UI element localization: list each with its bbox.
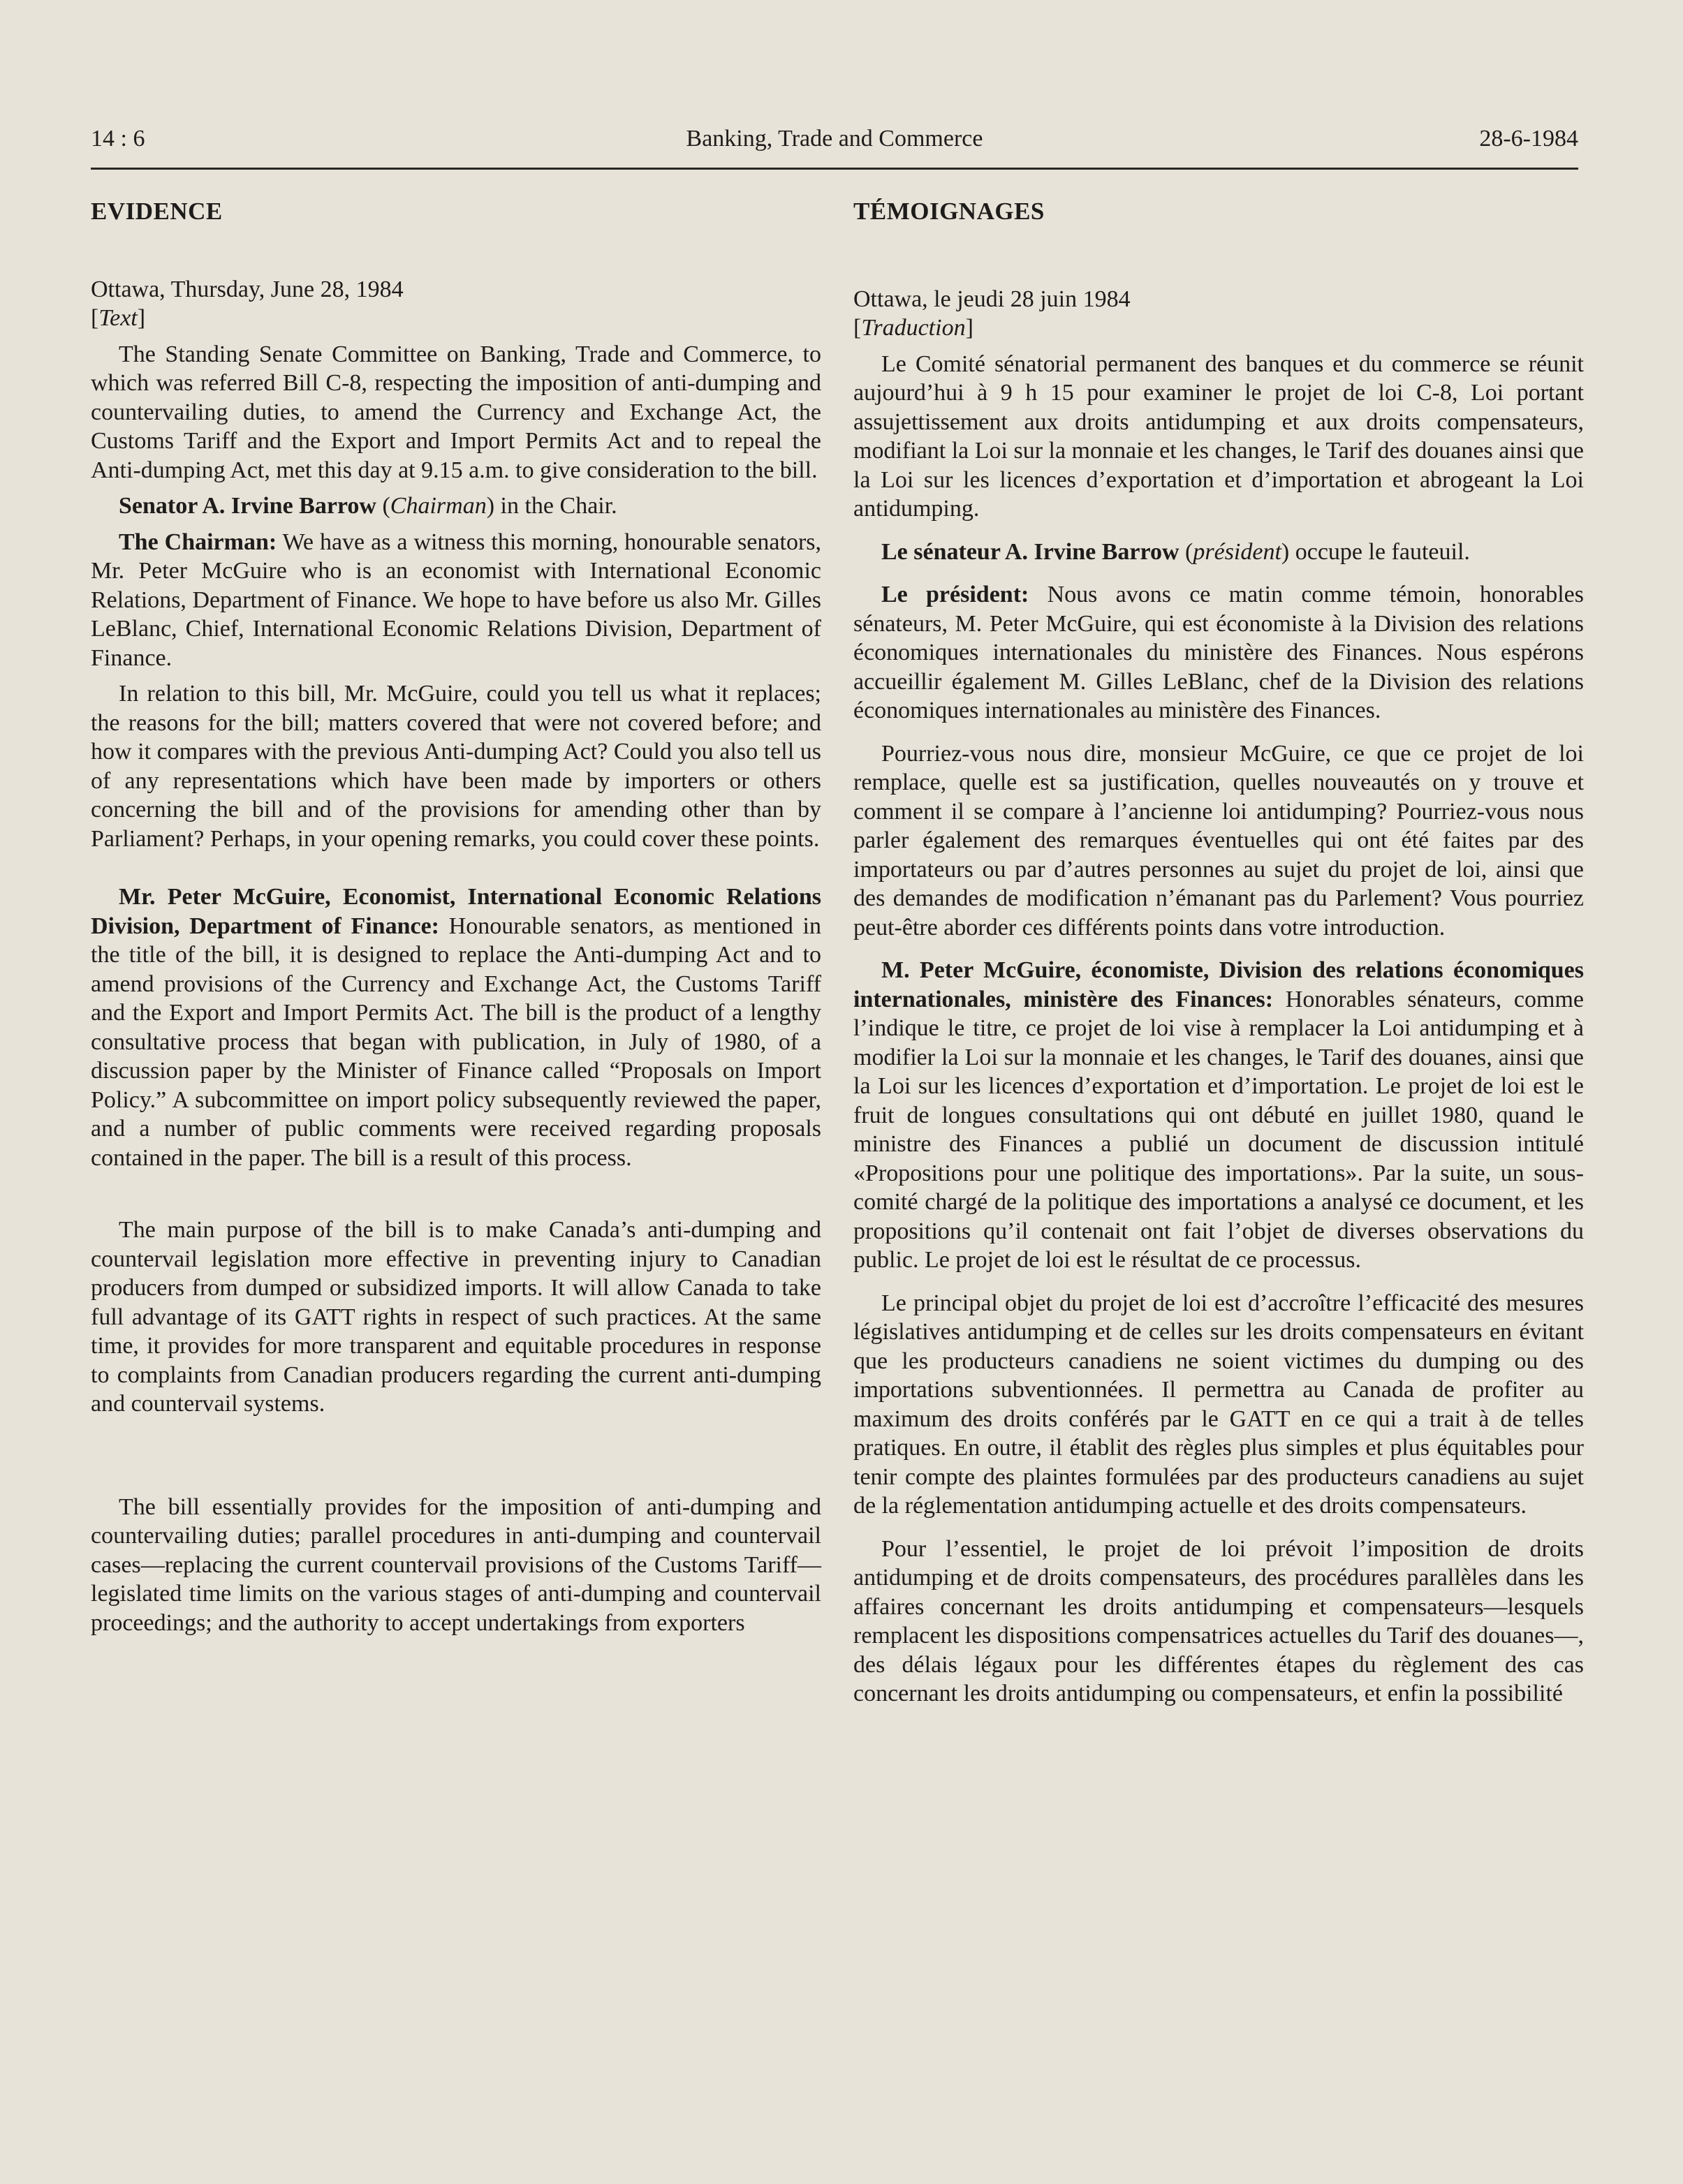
chairman-remarks [853, 580, 1584, 725]
purpose-paragraph: The main purpose of the bill is to make Canada’s anti-dumping and countervail legislation more effective in preventing injury to Canadian producers from dumped or subsidized imports. It will allow Canada to take full advantage of its GATT rights in respect of such practices. At the same time, it provides for more transparent and equitable procedures in response to complaints from Canadian producers regarding the current anti-dumping and countervail systems. [91, 1217, 821, 1417]
header-rule [91, 168, 1578, 170]
chair-role: président [1193, 538, 1281, 565]
speaker-label: Le président: [881, 582, 1029, 607]
speech-text: Honorables sénateurs, comme l’indique le titre, ce projet de loi vise à remplacer la Loi antidumping et à modifier la Loi sur la monnaie et les changes, le Tarif des douanes, ainsi que la Loi sur les licences d’exportation et d’importation. Le projet de loi est le fruit de longues consultations qui ont débuté en juillet 1980, quand le ministre des Finances a publié un document de discussion intitulé «Propositions pour une politique des importations». Par la suite, un sous-comité chargé de la politique des importations a analysé ce document, et les propositions qu’il contenait ont fait l’objet de diverses observations du public. Le projet de loi est le résultat de ce processus. [853, 986, 1584, 1273]
chair-rest: in the Chair. [494, 493, 617, 519]
dateline: Ottawa, le jeudi 28 juin 1984 [853, 286, 1131, 312]
section-heading: TÉMOIGNAGES [853, 198, 1045, 225]
intro-paragraph: Le Comité sénatorial permanent des banques et du commerce se réunit aujourd’hui à 9 h 15 pour examiner le projet de loi C-8, Loi portant assujettissement aux droits antidumping et aux droits compensateurs, modifiant la Loi sur la monnaie et les changes, le Tarif des douanes ainsi que la Loi sur les licences d’exportation et d’importation et abrogeant la Loi antidumping. [853, 351, 1584, 522]
chair-rest: occupe le fauteuil. [1289, 538, 1470, 565]
chair-line: Senator A. Irvine Barrow (Chairman) in the Chair. [119, 493, 617, 519]
chairman-questions: In relation to this bill, Mr. McGuire, could you tell us what it replaces; the reasons for the bill; matters covered that were not covered before; and how it compares with the previous Anti-dumping Act? Could you also tell us of any representations which have been made by importers or others concerning the bill and of the provisions for amending other than by Parliament? Perhaps, in your opening remarks, you could cover these points. [91, 681, 821, 852]
text-tag: [Traduction] [853, 315, 973, 341]
speaker-label: Mr. Peter McGuire, Economist, International Economic Relations Division, Department of Finance: [91, 884, 821, 939]
running-header [91, 126, 1578, 168]
chair-line: Le sénateur A. Irvine Barrow (président) occupe le fauteuil. [881, 538, 1470, 565]
purpose-paragraph: Le principal objet du projet de loi est d’accroître l’efficacité des mesures législatives antidumping et de celles sur les droits compensateurs en évitant que les producteurs canadiens ne soient victimes du dumping ou des importations subventionnées. Il permettra au Canada de profiter au maximum des droits conférés par le GATT en ce qui a trait à de telles pratiques. En outre, il établit des règles plus simples et plus équitables pour tenir compte des plaintes formulées par des producteurs canadiens au sujet de la réglementation antidumping actuelle et des droits compensateurs. [853, 1290, 1584, 1519]
dateline: Ottawa, Thursday, June 28, 1984 [91, 276, 404, 302]
speech-text: Nous avons ce matin comme témoin, honorables sénateurs, M. Peter McGuire, qui est économiste à la Division des relations économiques internationales du ministère des Finances. Nous espérons accueillir également M. Gilles LeBlanc, chef de la Division des relations économiques internationales au ministère des Finances. [853, 582, 1584, 723]
publication-title: Banking, Trade and Commerce [686, 126, 983, 152]
text-tag: [Text] [91, 305, 146, 331]
intro-paragraph: The Standing Senate Committee on Banking, Trade and Commerce, to which was referred Bill C-8, respecting the imposition of anti-dumping and countervailing duties, to amend the Currency and Exchange Act, the Customs Tariff and the Export and Import Permits Act and to repeal the Anti-dumping Act, met this day at 9.15 a.m. to give consideration to the bill. [91, 341, 821, 483]
chair-role: Chairman [390, 493, 487, 519]
witness-statement [91, 883, 821, 1172]
section-heading: EVIDENCE [91, 198, 223, 225]
text-tag-label: Traduction [861, 315, 966, 341]
text-tag-label: Text [98, 305, 138, 331]
provisions-paragraph: Pour l’essentiel, le projet de loi prévoit l’imposition de droits antidumping et de droits compensateurs, des procédures parallèles dans les affaires concernant les droits antidumping et compensateurs—lesquels remplacent les dispositions compensatrices actuelles du Tarif des douanes—, des délais légaux pour les différentes étapes du règlement des cas concernant les droits antidumping ou compensateurs, et enfin la possibilité [853, 1535, 1584, 1706]
page-number: 14 : 6 [91, 126, 145, 152]
french-column [853, 197, 1584, 1709]
english-column [91, 197, 821, 1637]
witness-statement [853, 956, 1584, 1275]
chairman-remarks [91, 528, 821, 673]
speaker-label: The Chairman: [119, 529, 277, 555]
chair-name: Le sénateur A. Irvine Barrow [881, 538, 1179, 565]
chair-name: Senator A. Irvine Barrow [119, 493, 376, 519]
speaker-label: M. Peter McGuire, économiste, Division des relations économiques internationales, ministère des Finances: [853, 957, 1584, 1012]
chairman-questions: Pourriez-vous nous dire, monsieur McGuire, ce que ce projet de loi remplace, quelle est sa justification, quelles nouveautés on y trouve et comment il se compare à l’ancienne loi antidumping? Pourriez-vous nous parler également des remarques éventuelles qui ont été faites par des importateurs ou par d’autres personnes au sujet du projet de loi, ainsi que des demandes de modification n’émanant pas du Parlement? Vous pourriez peut-être aborder ces différents points dans votre introduction. [853, 740, 1584, 940]
speech-text: We have as a witness this morning, honourable senators, Mr. Peter McGuire who is an economist with International Economic Relations, Department of Finance. We hope to have before us also Mr. Gilles LeBlanc, Chief, International Economic Relations Division, Department of Finance. [91, 529, 821, 671]
provisions-paragraph: The bill essentially provides for the imposition of anti-dumping and countervailing duties; parallel procedures in anti-dumping and countervail cases—replacing the current countervail provisions of the Customs Tariff—legislated time limits on the various stages of anti-dumping and countervail proceedings; and the authority to accept undertakings from exporters [91, 1493, 821, 1636]
issue-date: 28-6-1984 [1479, 126, 1578, 152]
speech-text: Honourable senators, as mentioned in the title of the bill, it is designed to replace the Anti-dumping Act and to amend provisions of the Currency and Exchange Act, the Customs Tariff and the Export and Import Permits Act. The bill is the product of a lengthy consultative process that began with publication, in July of 1980, of a discussion paper by the Minister of Finance called “Proposals on Import Policy.” A subcommittee on import policy subsequently reviewed the paper, and a number of public comments were received regarding proposals contained in the paper. The bill is a result of this process. [91, 913, 821, 1171]
